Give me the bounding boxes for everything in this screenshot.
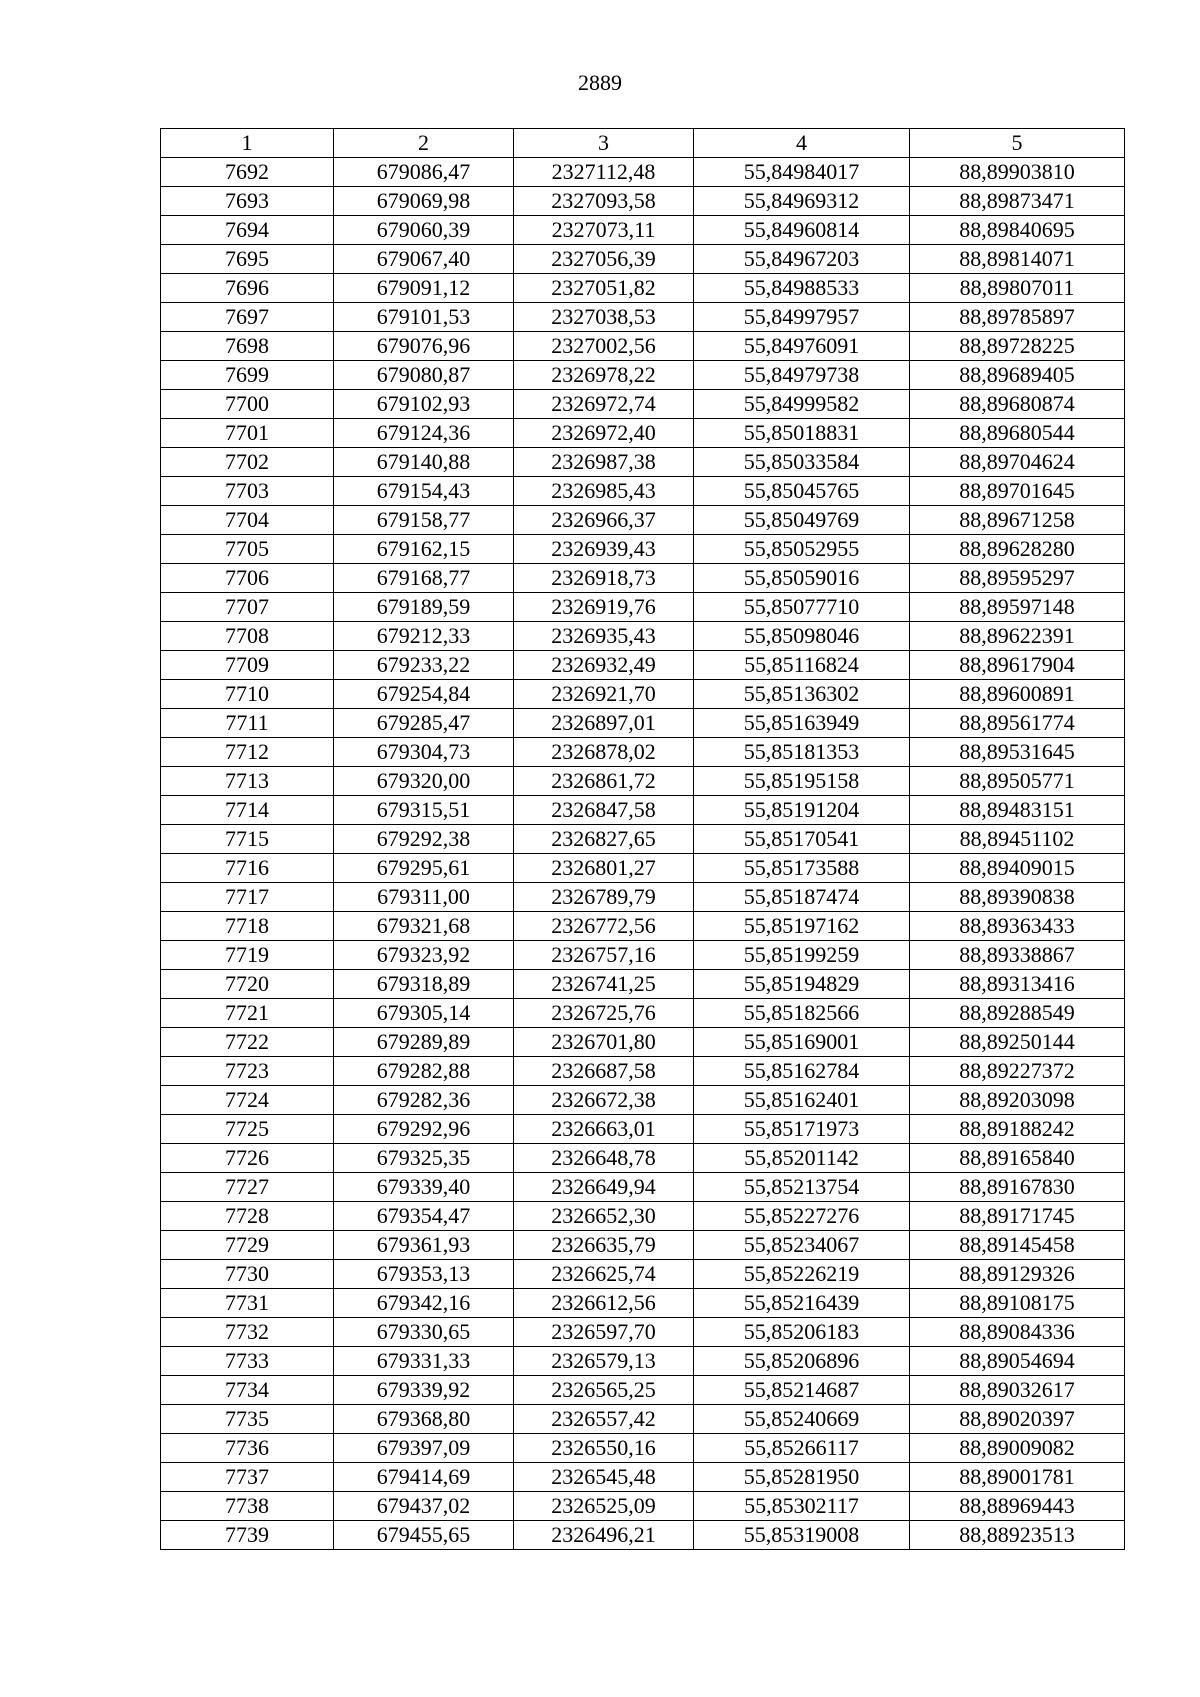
table-row	[161, 274, 1125, 303]
table-row	[161, 767, 1125, 796]
table-cell: 55,85195158	[694, 767, 910, 796]
table-cell: 88,89785897	[910, 303, 1125, 332]
table-cell: 2326663,01	[514, 1115, 694, 1144]
table-cell: 2326897,01	[514, 709, 694, 738]
table-row	[161, 738, 1125, 767]
table-cell: 88,89689405	[910, 361, 1125, 390]
table-cell: 88,89338867	[910, 941, 1125, 970]
table-row	[161, 361, 1125, 390]
table-cell: 679254,84	[334, 680, 514, 709]
table-cell: 2326972,40	[514, 419, 694, 448]
table-cell: 7734	[161, 1376, 334, 1405]
table-cell: 55,85194829	[694, 970, 910, 999]
table-row	[161, 622, 1125, 651]
table-cell: 679067,40	[334, 245, 514, 274]
table-cell: 679086,47	[334, 158, 514, 187]
table-row	[161, 1028, 1125, 1057]
table-cell: 2326525,09	[514, 1492, 694, 1521]
table-cell: 88,89704624	[910, 448, 1125, 477]
table-cell: 2326772,56	[514, 912, 694, 941]
coordinates-table	[160, 128, 1125, 1550]
table-row	[161, 1434, 1125, 1463]
table-cell: 55,85213754	[694, 1173, 910, 1202]
table-cell: 679189,59	[334, 593, 514, 622]
table-row	[161, 332, 1125, 361]
table-cell: 2326861,72	[514, 767, 694, 796]
table-cell: 88,89009082	[910, 1434, 1125, 1463]
table-cell: 2326496,21	[514, 1521, 694, 1550]
table-cell: 2327056,39	[514, 245, 694, 274]
table-cell: 88,89203098	[910, 1086, 1125, 1115]
table-row	[161, 883, 1125, 912]
column-header: 3	[514, 129, 694, 158]
table-cell: 2326987,38	[514, 448, 694, 477]
page-number: 2889	[578, 70, 622, 95]
table-row	[161, 680, 1125, 709]
table-row	[161, 1115, 1125, 1144]
table-cell: 679292,96	[334, 1115, 514, 1144]
table-cell: 7723	[161, 1057, 334, 1086]
table-cell: 679305,14	[334, 999, 514, 1028]
table-cell: 88,89628280	[910, 535, 1125, 564]
table-cell: 88,89171745	[910, 1202, 1125, 1231]
table-row	[161, 1492, 1125, 1521]
table-cell: 7737	[161, 1463, 334, 1492]
table-cell: 7706	[161, 564, 334, 593]
table-cell: 2326919,76	[514, 593, 694, 622]
table-cell: 679069,98	[334, 187, 514, 216]
table-cell: 88,89680544	[910, 419, 1125, 448]
table-cell: 679353,13	[334, 1260, 514, 1289]
table-cell: 88,89167830	[910, 1173, 1125, 1202]
table-cell: 2326612,56	[514, 1289, 694, 1318]
table-row	[161, 825, 1125, 854]
table-cell: 55,85199259	[694, 941, 910, 970]
table-cell: 7705	[161, 535, 334, 564]
table-cell: 55,84967203	[694, 245, 910, 274]
table-cell: 7698	[161, 332, 334, 361]
table-cell: 88,89054694	[910, 1347, 1125, 1376]
table-cell: 7726	[161, 1144, 334, 1173]
table-row	[161, 1057, 1125, 1086]
table-row	[161, 1347, 1125, 1376]
table-row	[161, 158, 1125, 187]
table-cell: 679285,47	[334, 709, 514, 738]
table-cell: 679320,00	[334, 767, 514, 796]
table-cell: 55,85216439	[694, 1289, 910, 1318]
table-cell: 2326985,43	[514, 477, 694, 506]
table-cell: 88,89165840	[910, 1144, 1125, 1173]
table-cell: 7715	[161, 825, 334, 854]
table-row	[161, 854, 1125, 883]
table-cell: 2327093,58	[514, 187, 694, 216]
table-row	[161, 187, 1125, 216]
table-cell: 679325,35	[334, 1144, 514, 1173]
table-cell: 55,85098046	[694, 622, 910, 651]
table-cell: 679321,68	[334, 912, 514, 941]
table-cell: 679212,33	[334, 622, 514, 651]
table-cell: 55,85059016	[694, 564, 910, 593]
table-cell: 88,89505771	[910, 767, 1125, 796]
table-cell: 2326597,70	[514, 1318, 694, 1347]
table-cell: 2326648,78	[514, 1144, 694, 1173]
table-cell: 2326687,58	[514, 1057, 694, 1086]
table-cell: 2327073,11	[514, 216, 694, 245]
table-cell: 2326789,79	[514, 883, 694, 912]
table-cell: 88,89671258	[910, 506, 1125, 535]
table-cell: 2326649,94	[514, 1173, 694, 1202]
table-cell: 88,89807011	[910, 274, 1125, 303]
table-cell: 679330,65	[334, 1318, 514, 1347]
table-row	[161, 912, 1125, 941]
table-cell: 679101,53	[334, 303, 514, 332]
table-row	[161, 1289, 1125, 1318]
table-cell: 7736	[161, 1434, 334, 1463]
table-row	[161, 1318, 1125, 1347]
table-cell: 55,84997957	[694, 303, 910, 332]
table-cell: 7709	[161, 651, 334, 680]
table-cell: 679397,09	[334, 1434, 514, 1463]
column-header: 4	[694, 129, 910, 158]
table-cell: 88,89227372	[910, 1057, 1125, 1086]
table-cell: 679323,92	[334, 941, 514, 970]
table-cell: 2326932,49	[514, 651, 694, 680]
table-body	[161, 158, 1125, 1550]
table-cell: 2327038,53	[514, 303, 694, 332]
table-cell: 2326935,43	[514, 622, 694, 651]
table-cell: 88,89129326	[910, 1260, 1125, 1289]
table-cell: 679080,87	[334, 361, 514, 390]
table-row	[161, 1231, 1125, 1260]
table-cell: 55,85214687	[694, 1376, 910, 1405]
table-cell: 7704	[161, 506, 334, 535]
table-cell: 7718	[161, 912, 334, 941]
table-cell: 679233,22	[334, 651, 514, 680]
table-cell: 88,88923513	[910, 1521, 1125, 1550]
table-cell: 7711	[161, 709, 334, 738]
table-cell: 55,85234067	[694, 1231, 910, 1260]
table-cell: 55,84979738	[694, 361, 910, 390]
table-cell: 679124,36	[334, 419, 514, 448]
table-cell: 55,85018831	[694, 419, 910, 448]
table-cell: 2326966,37	[514, 506, 694, 535]
table-cell: 7701	[161, 419, 334, 448]
table-cell: 88,89595297	[910, 564, 1125, 593]
table-cell: 88,89390838	[910, 883, 1125, 912]
table-cell: 679304,73	[334, 738, 514, 767]
table-cell: 2326878,02	[514, 738, 694, 767]
table-row	[161, 970, 1125, 999]
table-cell: 679437,02	[334, 1492, 514, 1521]
table-row	[161, 448, 1125, 477]
table-row	[161, 999, 1125, 1028]
table-cell: 55,85045765	[694, 477, 910, 506]
table-cell: 88,89250144	[910, 1028, 1125, 1057]
table-cell: 679060,39	[334, 216, 514, 245]
table-cell: 55,85170541	[694, 825, 910, 854]
table-cell: 88,89531645	[910, 738, 1125, 767]
table-cell: 679282,36	[334, 1086, 514, 1115]
table-cell: 88,89840695	[910, 216, 1125, 245]
table-cell: 55,85187474	[694, 883, 910, 912]
table-cell: 7716	[161, 854, 334, 883]
table-row	[161, 1260, 1125, 1289]
table-cell: 2326757,16	[514, 941, 694, 970]
table-cell: 7721	[161, 999, 334, 1028]
table-cell: 55,84984017	[694, 158, 910, 187]
table-row	[161, 1173, 1125, 1202]
table-cell: 55,85240669	[694, 1405, 910, 1434]
table-cell: 7693	[161, 187, 334, 216]
table-cell: 7722	[161, 1028, 334, 1057]
table-cell: 55,85049769	[694, 506, 910, 535]
table-cell: 7731	[161, 1289, 334, 1318]
table-cell: 55,85266117	[694, 1434, 910, 1463]
table-cell: 7729	[161, 1231, 334, 1260]
table-cell: 88,89084336	[910, 1318, 1125, 1347]
table-cell: 55,85227276	[694, 1202, 910, 1231]
table-cell: 88,89622391	[910, 622, 1125, 651]
table-cell: 2326918,73	[514, 564, 694, 593]
table-cell: 679076,96	[334, 332, 514, 361]
table-cell: 55,85319008	[694, 1521, 910, 1550]
table-row	[161, 1202, 1125, 1231]
table-cell: 7697	[161, 303, 334, 332]
table-cell: 7727	[161, 1173, 334, 1202]
table-cell: 88,89451102	[910, 825, 1125, 854]
table-cell: 2326579,13	[514, 1347, 694, 1376]
table-cell: 2326652,30	[514, 1202, 694, 1231]
table-cell: 55,85206183	[694, 1318, 910, 1347]
table-cell: 679342,16	[334, 1289, 514, 1318]
table-cell: 55,85116824	[694, 651, 910, 680]
table-cell: 88,89597148	[910, 593, 1125, 622]
table-row	[161, 1405, 1125, 1434]
table-cell: 88,89680874	[910, 390, 1125, 419]
table-row	[161, 651, 1125, 680]
table-cell: 55,85171973	[694, 1115, 910, 1144]
table-cell: 88,89814071	[910, 245, 1125, 274]
table-cell: 7696	[161, 274, 334, 303]
table-cell: 55,85197162	[694, 912, 910, 941]
table-cell: 88,89020397	[910, 1405, 1125, 1434]
table-cell: 55,85169001	[694, 1028, 910, 1057]
table-row	[161, 477, 1125, 506]
table-cell: 2326725,76	[514, 999, 694, 1028]
table-row	[161, 564, 1125, 593]
table-cell: 7717	[161, 883, 334, 912]
table-cell: 2326939,43	[514, 535, 694, 564]
table-cell: 2326635,79	[514, 1231, 694, 1260]
table-cell: 2326701,80	[514, 1028, 694, 1057]
table-cell: 679361,93	[334, 1231, 514, 1260]
table-cell: 88,89288549	[910, 999, 1125, 1028]
table-row	[161, 1144, 1125, 1173]
table-cell: 55,85226219	[694, 1260, 910, 1289]
table-cell: 679162,15	[334, 535, 514, 564]
table-cell: 88,89600891	[910, 680, 1125, 709]
table-cell: 7728	[161, 1202, 334, 1231]
table-cell: 55,85162784	[694, 1057, 910, 1086]
column-header: 2	[334, 129, 514, 158]
table-cell: 7739	[161, 1521, 334, 1550]
table-cell: 88,89363433	[910, 912, 1125, 941]
table-cell: 7695	[161, 245, 334, 274]
table-cell: 7692	[161, 158, 334, 187]
table-cell: 2326741,25	[514, 970, 694, 999]
table-cell: 2326565,25	[514, 1376, 694, 1405]
table-row	[161, 303, 1125, 332]
table-cell: 679368,80	[334, 1405, 514, 1434]
table-cell: 679455,65	[334, 1521, 514, 1550]
table-cell: 88,89701645	[910, 477, 1125, 506]
table-cell: 2326550,16	[514, 1434, 694, 1463]
table-cell: 88,89873471	[910, 187, 1125, 216]
table-cell: 2327112,48	[514, 158, 694, 187]
table-cell: 679091,12	[334, 274, 514, 303]
table-row	[161, 419, 1125, 448]
table-cell: 55,85201142	[694, 1144, 910, 1173]
table-row	[161, 245, 1125, 274]
table-cell: 55,84960814	[694, 216, 910, 245]
table-cell: 679318,89	[334, 970, 514, 999]
table-cell: 88,88969443	[910, 1492, 1125, 1521]
table-cell: 55,85033584	[694, 448, 910, 477]
table-cell: 679102,93	[334, 390, 514, 419]
table-cell: 679331,33	[334, 1347, 514, 1376]
table-cell: 679289,89	[334, 1028, 514, 1057]
table-row	[161, 390, 1125, 419]
table-cell: 55,84976091	[694, 332, 910, 361]
header-row	[161, 129, 1125, 158]
table-cell: 88,89145458	[910, 1231, 1125, 1260]
column-header: 5	[910, 129, 1125, 158]
table-cell: 2326625,74	[514, 1260, 694, 1289]
table-cell: 7712	[161, 738, 334, 767]
table-cell: 2326921,70	[514, 680, 694, 709]
table-cell: 88,89483151	[910, 796, 1125, 825]
table-cell: 55,85052955	[694, 535, 910, 564]
table-cell: 2326847,58	[514, 796, 694, 825]
table-cell: 7719	[161, 941, 334, 970]
table-cell: 7713	[161, 767, 334, 796]
table-cell: 55,85206896	[694, 1347, 910, 1376]
table-cell: 88,89188242	[910, 1115, 1125, 1144]
table-cell: 7710	[161, 680, 334, 709]
table-cell: 88,89561774	[910, 709, 1125, 738]
table-row	[161, 593, 1125, 622]
table-row	[161, 709, 1125, 738]
table-cell: 7708	[161, 622, 334, 651]
table-cell: 679311,00	[334, 883, 514, 912]
table-row	[161, 796, 1125, 825]
table-cell: 679315,51	[334, 796, 514, 825]
table-cell: 88,89032617	[910, 1376, 1125, 1405]
table-cell: 55,84988533	[694, 274, 910, 303]
table-cell: 55,85281950	[694, 1463, 910, 1492]
table-cell: 679282,88	[334, 1057, 514, 1086]
table-cell: 679140,88	[334, 448, 514, 477]
table-cell: 679154,43	[334, 477, 514, 506]
table-cell: 55,85163949	[694, 709, 910, 738]
table-cell: 7730	[161, 1260, 334, 1289]
table-cell: 2326672,38	[514, 1086, 694, 1115]
table-cell: 7700	[161, 390, 334, 419]
table-cell: 7720	[161, 970, 334, 999]
table-cell: 88,89108175	[910, 1289, 1125, 1318]
table-cell: 2326978,22	[514, 361, 694, 390]
table-cell: 7694	[161, 216, 334, 245]
table-cell: 88,89617904	[910, 651, 1125, 680]
table-row	[161, 941, 1125, 970]
table-cell: 679295,61	[334, 854, 514, 883]
table-cell: 679292,38	[334, 825, 514, 854]
table-cell: 7702	[161, 448, 334, 477]
table-cell: 679354,47	[334, 1202, 514, 1231]
table-cell: 7724	[161, 1086, 334, 1115]
table-row	[161, 506, 1125, 535]
table-row	[161, 1463, 1125, 1492]
table-cell: 55,85182566	[694, 999, 910, 1028]
table-cell: 7707	[161, 593, 334, 622]
table-cell: 55,85162401	[694, 1086, 910, 1115]
table-cell: 679339,92	[334, 1376, 514, 1405]
table-cell: 88,89409015	[910, 854, 1125, 883]
table-cell: 55,85173588	[694, 854, 910, 883]
table-cell: 88,89728225	[910, 332, 1125, 361]
table-cell: 2327002,56	[514, 332, 694, 361]
table-row	[161, 1376, 1125, 1405]
table-cell: 55,85181353	[694, 738, 910, 767]
table-cell: 88,89313416	[910, 970, 1125, 999]
table-cell: 679158,77	[334, 506, 514, 535]
table-cell: 679168,77	[334, 564, 514, 593]
table-row	[161, 1521, 1125, 1550]
table-row	[161, 216, 1125, 245]
table-cell: 2326801,27	[514, 854, 694, 883]
table-cell: 55,84999582	[694, 390, 910, 419]
table-cell: 55,85302117	[694, 1492, 910, 1521]
table-cell: 88,89903810	[910, 158, 1125, 187]
table-cell: 55,85077710	[694, 593, 910, 622]
table-cell: 7725	[161, 1115, 334, 1144]
table-cell: 679414,69	[334, 1463, 514, 1492]
table-cell: 7735	[161, 1405, 334, 1434]
table-cell: 2326557,42	[514, 1405, 694, 1434]
table-header	[161, 129, 1125, 158]
table-cell: 55,85136302	[694, 680, 910, 709]
table-cell: 2326972,74	[514, 390, 694, 419]
table-cell: 679339,40	[334, 1173, 514, 1202]
table-cell: 88,89001781	[910, 1463, 1125, 1492]
table-cell: 7733	[161, 1347, 334, 1376]
table-cell: 7699	[161, 361, 334, 390]
table-row	[161, 535, 1125, 564]
table-cell: 7714	[161, 796, 334, 825]
table-cell: 7703	[161, 477, 334, 506]
table-cell: 2326827,65	[514, 825, 694, 854]
table-cell: 2327051,82	[514, 274, 694, 303]
column-header: 1	[161, 129, 334, 158]
table-row	[161, 1086, 1125, 1115]
table-cell: 55,84969312	[694, 187, 910, 216]
table-cell: 2326545,48	[514, 1463, 694, 1492]
table-cell: 7738	[161, 1492, 334, 1521]
table-cell: 55,85191204	[694, 796, 910, 825]
table-cell: 7732	[161, 1318, 334, 1347]
